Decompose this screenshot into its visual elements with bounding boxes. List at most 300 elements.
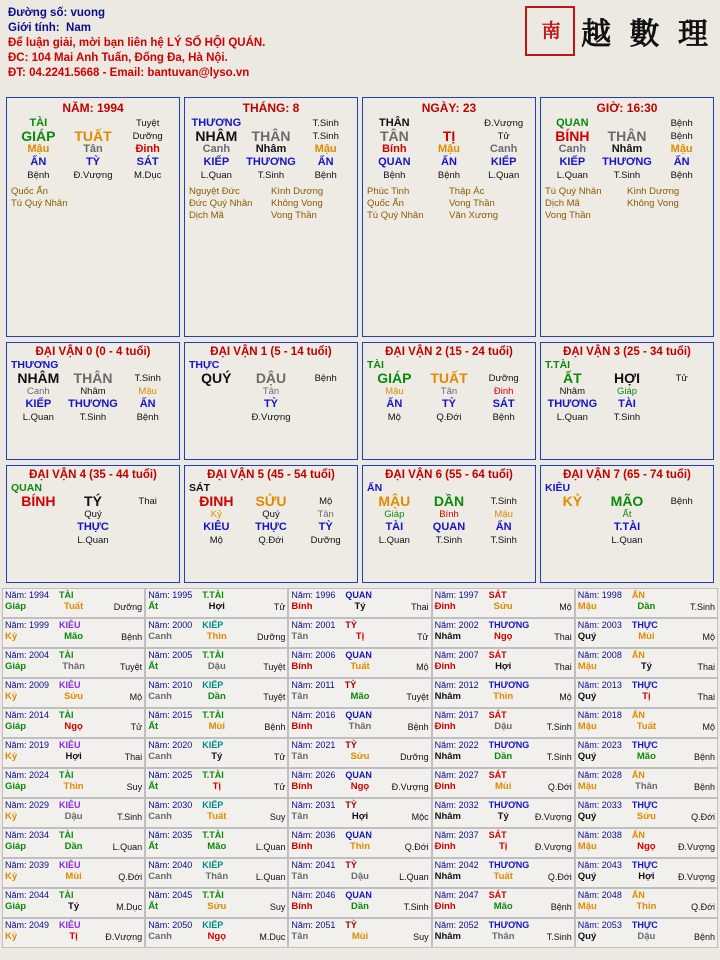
year-label: Năm: 2015 — [148, 710, 193, 720]
year-stem: Quý — [577, 811, 597, 822]
year-label: Năm: 2023 — [577, 740, 622, 750]
year-label: Năm: 2005 — [148, 650, 193, 660]
spirit-item: Không Vong — [627, 198, 679, 209]
year-branch: Tuất — [207, 811, 227, 822]
year-label: Năm: 2030 — [148, 800, 193, 810]
year-branch: Mão — [636, 751, 656, 762]
year-star: TÀI — [59, 890, 74, 900]
pillar-stem: GIÁP — [21, 128, 56, 144]
dv-branch: TÝ — [84, 493, 102, 509]
dai-van-title: ĐẠI VẬN 5 (45 - 54 tuổi) — [207, 469, 335, 481]
year-stem: Giáp — [5, 661, 27, 672]
year-state: Bệnh — [121, 632, 143, 642]
year-cell[interactable] — [145, 618, 288, 648]
year-star: THỰC — [631, 620, 658, 630]
year-star: ẤN — [631, 890, 645, 900]
year-branch: Hợi — [638, 871, 655, 882]
year-star: THƯƠNG — [488, 680, 530, 690]
year-cell[interactable] — [2, 618, 145, 648]
year-cell[interactable] — [432, 588, 575, 618]
year-cell[interactable] — [432, 888, 575, 918]
year-cell[interactable] — [432, 828, 575, 858]
hidden-rel-3: ẤN — [317, 156, 334, 168]
year-cell[interactable] — [145, 678, 288, 708]
spirit-item: Văn Xương — [449, 210, 499, 221]
dv-hstate-2: L.Quan — [77, 535, 109, 546]
dai-van-stem-row — [545, 495, 709, 508]
year-star: SÁT — [488, 650, 507, 660]
year-cell[interactable] — [432, 798, 575, 828]
dai-van-state-row — [189, 534, 353, 547]
year-cell[interactable] — [575, 798, 718, 828]
hidden-stem-1: Canh — [202, 143, 231, 155]
year-cell[interactable] — [2, 798, 145, 828]
year-stem: Mậu — [577, 661, 597, 672]
year-stem: Canh — [148, 811, 172, 822]
seal-icon — [525, 6, 575, 56]
year-branch: Dậu — [494, 721, 513, 732]
year-branch: Thìn — [206, 631, 227, 642]
pillar-branch: THÂN — [607, 128, 647, 144]
year-stem: Nhâm — [434, 751, 461, 762]
dai-van-state-row — [189, 411, 353, 424]
year-stem: Canh — [148, 871, 172, 882]
dai-van-hidden-row — [189, 508, 353, 521]
dai-van-stem-row — [189, 372, 353, 385]
pillar-hidden-rel-row — [11, 156, 175, 169]
year-cell[interactable] — [288, 798, 431, 828]
pillar-top-left: THƯƠNG — [191, 117, 242, 129]
year-label: Năm: 2053 — [577, 920, 622, 930]
year-state: L.Quan — [255, 842, 286, 852]
year-star: KIÊU — [59, 800, 81, 810]
hidden-stem-1: Canh — [558, 143, 587, 155]
year-cell[interactable] — [145, 918, 288, 948]
dv-hidden-3 — [298, 385, 353, 398]
year-state: Dưỡng — [256, 632, 286, 642]
year-cell[interactable] — [432, 708, 575, 738]
year-stem: Nhâm — [434, 691, 461, 702]
year-branch: Hợi — [351, 811, 369, 822]
year-label: Năm: 2038 — [577, 830, 622, 840]
year-branch: Mùi — [495, 781, 512, 792]
year-stem: Mậu — [577, 901, 597, 912]
year-label: Năm: 2024 — [5, 770, 50, 780]
pillar-hidden-state-row — [189, 169, 353, 182]
gender-value: Nam — [66, 22, 91, 34]
year-label: Năm: 2026 — [291, 770, 336, 780]
dv-rel-2: TỲ — [441, 398, 457, 410]
pillar-top-left: QUAN — [556, 117, 589, 129]
year-cell[interactable] — [288, 858, 431, 888]
dai-van-title: ĐẠI VẬN 0 (0 - 4 tuổi) — [35, 346, 151, 358]
dv-hidden-3 — [654, 385, 709, 398]
year-cell[interactable] — [575, 738, 718, 768]
year-cell[interactable] — [288, 618, 431, 648]
dv-branch: DẬU — [255, 370, 287, 386]
year-branch: Thìn — [636, 901, 657, 912]
year-label: Năm: 2021 — [291, 740, 336, 750]
pillar-month — [184, 97, 358, 337]
year-cell[interactable] — [432, 618, 575, 648]
dv-rel-3: ẤN — [139, 398, 156, 410]
year-cell[interactable] — [432, 738, 575, 768]
year-label: Năm: 1999 — [5, 620, 50, 630]
year-state: Mộ — [702, 722, 715, 732]
pillar-branch: TỊ — [442, 128, 456, 144]
year-branch: Ngọ — [207, 931, 227, 942]
year-star: THƯƠNG — [488, 740, 530, 750]
year-stem: Tân — [291, 691, 309, 702]
year-stem: Kỷ — [5, 811, 18, 822]
year-stem: Bính — [291, 661, 313, 672]
year-cell[interactable] — [2, 588, 145, 618]
year-cell[interactable] — [145, 858, 288, 888]
header — [0, 0, 720, 95]
pillar-stem-row — [367, 130, 531, 143]
dv-hidden-2: Tân — [262, 386, 280, 397]
year-cell[interactable] — [432, 918, 575, 948]
year-cell[interactable] — [2, 648, 145, 678]
year-state: Dưỡng — [113, 602, 143, 612]
year-label: Năm: 2001 — [291, 620, 336, 630]
hidden-state-1: Bệnh — [383, 170, 406, 181]
year-cell[interactable] — [145, 828, 288, 858]
dv-hidden-2: Nhâm — [80, 386, 106, 397]
year-branch: Dậu — [207, 661, 226, 672]
year-label: Năm: 2046 — [291, 890, 336, 900]
hidden-state-3: L.Quan — [488, 170, 520, 181]
year-cell[interactable] — [288, 738, 431, 768]
hidden-rel-2: THƯƠNG — [246, 156, 296, 168]
dv-state: Dưỡng — [488, 373, 519, 384]
year-cell[interactable] — [288, 588, 431, 618]
year-branch: Ngọ — [637, 841, 656, 852]
year-cell[interactable] — [575, 918, 718, 948]
year-label: Năm: 2050 — [148, 920, 193, 930]
dv-hidden-1: Nhâm — [559, 386, 585, 397]
dai-van-title: ĐẠI VẬN 3 (25 - 34 tuổi) — [563, 346, 691, 358]
year-cell[interactable] — [575, 648, 718, 678]
hidden-stem-3: Đinh — [135, 143, 160, 155]
spirit-item: Tú Quý Nhân — [11, 198, 68, 209]
year-stem: Kỷ — [5, 631, 18, 642]
dv-rel-1: THƯƠNG — [547, 398, 598, 410]
dv-stem: QUÝ — [201, 370, 232, 386]
hidden-rel-3: SÁT — [136, 156, 159, 168]
brand-logo — [525, 6, 712, 56]
year-label: Năm: 2011 — [291, 680, 335, 690]
year-star: T.TÀI — [202, 830, 224, 840]
year-stem: Canh — [148, 931, 172, 942]
year-star: KIÊU — [59, 860, 81, 870]
year-label: Năm: 1998 — [577, 590, 622, 600]
dai-van-subtitle: THƯƠNG — [11, 359, 59, 371]
year-cell[interactable] — [575, 708, 718, 738]
hidden-state-2: Đ.Vượng — [73, 170, 113, 181]
pillar-top-right: Đ.Vượng — [484, 118, 524, 129]
hidden-rel-1: ẤN — [30, 156, 47, 168]
year-cell[interactable] — [432, 858, 575, 888]
year-state: Bệnh — [693, 932, 715, 942]
dv-stem: NHÂM — [17, 370, 60, 386]
hidden-state-2: T.Sinh — [257, 170, 285, 181]
pillar-title: NĂM: 1994 — [62, 101, 124, 115]
year-stem: Quý — [577, 871, 597, 882]
year-star: KIẾP — [202, 920, 224, 930]
dv-hstate-3: Bệnh — [492, 412, 515, 423]
dv-hidden-3 — [654, 508, 709, 521]
year-state: T.Sinh — [546, 752, 572, 762]
year-branch: Thân — [348, 721, 372, 732]
year-stem: Ất — [148, 721, 159, 732]
year-cell[interactable] — [575, 858, 718, 888]
dv-rel-3: ẤN — [495, 521, 512, 533]
year-star: TÀI — [59, 770, 74, 780]
dv-hstate-1 — [11, 534, 66, 547]
pillar-spirits — [189, 186, 353, 222]
year-cell[interactable] — [288, 648, 431, 678]
year-cell[interactable] — [288, 678, 431, 708]
contact-note-2: ĐC: 104 Mai Anh Tuấn, Đống Đa, Hà Nội. — [8, 52, 228, 64]
year-star: T.TÀI — [202, 710, 224, 720]
dv-rel-2: TỲ — [263, 398, 279, 410]
dai-van-subtitle: THỰC — [189, 359, 220, 371]
year-star: TỲ — [345, 920, 357, 930]
spirit-item: Dịch Mã — [545, 198, 580, 209]
year-cell[interactable] — [2, 738, 145, 768]
year-state: Tử — [273, 752, 286, 762]
year-label: Năm: 2048 — [577, 890, 622, 900]
year-branch: Dậu — [351, 871, 369, 882]
dv-hidden-3: Mậu — [138, 386, 157, 397]
year-label: Năm: 2006 — [291, 650, 336, 660]
year-state: Thai — [124, 752, 143, 762]
pillar-top-left: TÀI — [29, 117, 48, 129]
dv-rel-3 — [654, 521, 709, 534]
year-branch: Sửu — [350, 751, 370, 762]
contact-note-3: ĐT: 04.2241.5668 - Email: bantuvan@lyso.vn — [8, 67, 250, 79]
pillar-top-right: Tuyệt — [135, 118, 160, 129]
year-state: L.Quan — [399, 872, 429, 882]
dai-van-stem-row — [367, 495, 531, 508]
year-cell[interactable] — [2, 768, 145, 798]
dv-state: Bệnh — [314, 373, 337, 384]
year-cell[interactable] — [145, 708, 288, 738]
year-cell[interactable] — [145, 888, 288, 918]
year-star: THỰC — [631, 800, 658, 810]
year-cell[interactable] — [2, 888, 145, 918]
year-label: Năm: 2009 — [5, 680, 50, 690]
year-stem: Tân — [291, 751, 309, 762]
year-cell[interactable] — [145, 648, 288, 678]
year-state: Mộ — [416, 662, 429, 672]
year-branch: Tý — [211, 751, 223, 762]
dv-hstate-1: L.Quan — [556, 412, 588, 423]
year-label: Năm: 2002 — [434, 620, 479, 630]
year-state: L.Quan — [112, 842, 143, 852]
year-branch: Sửu — [493, 601, 513, 612]
year-stem: Tân — [291, 871, 309, 882]
year-branch: Ngọ — [64, 721, 83, 732]
year-cell[interactable] — [575, 768, 718, 798]
year-cell[interactable] — [575, 678, 718, 708]
year-state: Tử — [273, 782, 286, 792]
dai-van-row-1 — [0, 342, 720, 460]
year-star: TÀI — [59, 830, 74, 840]
dai-van-subtitle: ẤN — [367, 482, 383, 494]
year-cell[interactable] — [575, 828, 718, 858]
year-state: Bệnh — [407, 722, 429, 732]
year-branch: Tý — [497, 811, 509, 822]
year-cell[interactable] — [145, 768, 288, 798]
year-cell[interactable] — [145, 798, 288, 828]
year-label: Năm: 2047 — [434, 890, 479, 900]
year-star: THỰC — [631, 860, 658, 870]
year-branch: Mão — [493, 901, 513, 912]
year-branch: Hợi — [208, 601, 225, 612]
year-stem: Bính — [291, 721, 313, 732]
seal-char-1: 南 — [541, 19, 559, 42]
hidden-stem-3: Mậu — [670, 143, 693, 155]
year-star: TỲ — [345, 800, 357, 810]
year-state: Suy — [126, 782, 143, 792]
year-stem: Kỷ — [5, 691, 18, 702]
year-label: Năm: 2012 — [434, 680, 479, 690]
year-stem: Đinh — [434, 901, 456, 912]
year-label: Năm: 2036 — [291, 830, 336, 840]
year-branch: Tý — [354, 601, 366, 612]
dv-stem: GIÁP — [377, 370, 412, 386]
dai-van-2 — [362, 342, 536, 460]
year-cell[interactable] — [288, 708, 431, 738]
hidden-state-1: L.Quan — [556, 170, 588, 181]
year-stem: Đinh — [434, 661, 456, 672]
year-star: ẤN — [631, 830, 645, 840]
year-state: Dưỡng — [400, 752, 429, 762]
year-state: Mộc — [411, 812, 429, 822]
hidden-stem-1: Mậu — [27, 143, 50, 155]
hidden-rel-3: ẤN — [673, 156, 690, 168]
year-cell[interactable] — [575, 888, 718, 918]
dv-hidden-1: Canh — [26, 386, 50, 397]
year-branch: Thân — [205, 871, 229, 882]
year-cell[interactable] — [288, 918, 431, 948]
year-stem: Ất — [148, 781, 159, 792]
dv-hidden-1 — [189, 385, 244, 398]
year-label: Năm: 2032 — [434, 800, 479, 810]
year-cell[interactable] — [2, 708, 145, 738]
year-cell[interactable] — [2, 678, 145, 708]
year-stem: Giáp — [5, 721, 27, 732]
year-stem: Đinh — [434, 781, 456, 792]
year-label: Năm: 2000 — [148, 620, 193, 630]
year-cell[interactable] — [145, 588, 288, 618]
year-star: TỲ — [344, 680, 357, 690]
year-stem: Tân — [291, 631, 309, 642]
dai-van-subtitle: QUAN — [11, 482, 42, 494]
spirit-item: Dịch Mã — [189, 210, 224, 221]
dai-van-state-row — [11, 411, 175, 424]
year-star: T.TÀI — [202, 650, 224, 660]
year-cell[interactable] — [575, 618, 718, 648]
year-branch: Thân — [62, 661, 85, 672]
logo-text: 越 數 理 — [581, 17, 712, 52]
dai-van-rel-row — [545, 521, 709, 534]
dv-hstate-1: L.Quan — [22, 412, 54, 423]
dv-hidden-2: Ất — [622, 509, 632, 520]
dv-hstate-1 — [189, 411, 244, 424]
year-stem: Đinh — [434, 601, 456, 612]
dv-hstate-3 — [120, 534, 175, 547]
year-cell[interactable] — [288, 768, 431, 798]
year-star: ẤN — [631, 710, 645, 720]
year-cell[interactable] — [2, 858, 145, 888]
dai-van-subtitle: TÀI — [367, 359, 384, 371]
year-state: Bệnh — [693, 782, 715, 792]
spirit-item: Quốc Ấn — [11, 186, 48, 197]
dai-van-state-row — [367, 411, 531, 424]
year-label: Năm: 2043 — [577, 860, 622, 870]
year-branch: Thìn — [63, 781, 84, 792]
year-cell[interactable] — [288, 828, 431, 858]
year-branch: Hợi — [495, 661, 512, 672]
year-state: L.Quan — [255, 872, 286, 882]
year-branch: Tị — [355, 631, 365, 642]
year-cell[interactable] — [432, 768, 575, 798]
year-state: Q.Đới — [547, 872, 572, 882]
hidden-stem-2: Nhâm — [255, 143, 287, 155]
year-stem: Canh — [148, 751, 172, 762]
spirit-item: Vong Thần — [449, 198, 495, 209]
year-cell[interactable] — [432, 678, 575, 708]
year-star: KIÊU — [59, 920, 81, 930]
year-cell[interactable] — [575, 588, 718, 618]
dv-rel-2: TÀI — [618, 398, 636, 410]
year-cell[interactable] — [145, 738, 288, 768]
year-cell[interactable] — [432, 648, 575, 678]
dv-branch: TUẤT — [430, 370, 468, 386]
year-stem: Nhâm — [434, 931, 461, 942]
spirit-item: Nguyệt Đức — [189, 186, 240, 197]
dv-rel-2: THỰC — [77, 521, 109, 533]
year-stem: Bính — [291, 841, 313, 852]
spirit-item: Tú Quý Nhân — [545, 186, 602, 197]
year-cell[interactable] — [2, 918, 145, 948]
dai-van-4 — [6, 465, 180, 583]
year-state: Q.Đới — [691, 902, 715, 912]
year-cell[interactable] — [2, 828, 145, 858]
year-stem: Ất — [148, 661, 159, 672]
year-state: Q.Đới — [691, 812, 715, 822]
pillar-hidden-rel-row — [545, 156, 709, 169]
year-star: KIẾP — [202, 680, 224, 690]
year-label: Năm: 2040 — [148, 860, 193, 870]
dv-branch: THÂN — [73, 370, 113, 386]
year-stem: Giáp — [5, 601, 27, 612]
spirit-item: Tú Quý Nhân — [367, 210, 424, 221]
year-branch: Mùi — [638, 631, 655, 642]
dv-hstate-3 — [298, 411, 353, 424]
year-label: Năm: 2029 — [5, 800, 50, 810]
year-branch: Mão — [64, 631, 84, 642]
year-label: Năm: 2008 — [577, 650, 622, 660]
dv-hstate-2: T.Sinh — [435, 535, 463, 546]
year-label: Năm: 1997 — [434, 590, 479, 600]
year-star: T.TÀI — [202, 770, 224, 780]
year-branch: Mùi — [208, 721, 225, 732]
year-cell[interactable] — [288, 888, 431, 918]
